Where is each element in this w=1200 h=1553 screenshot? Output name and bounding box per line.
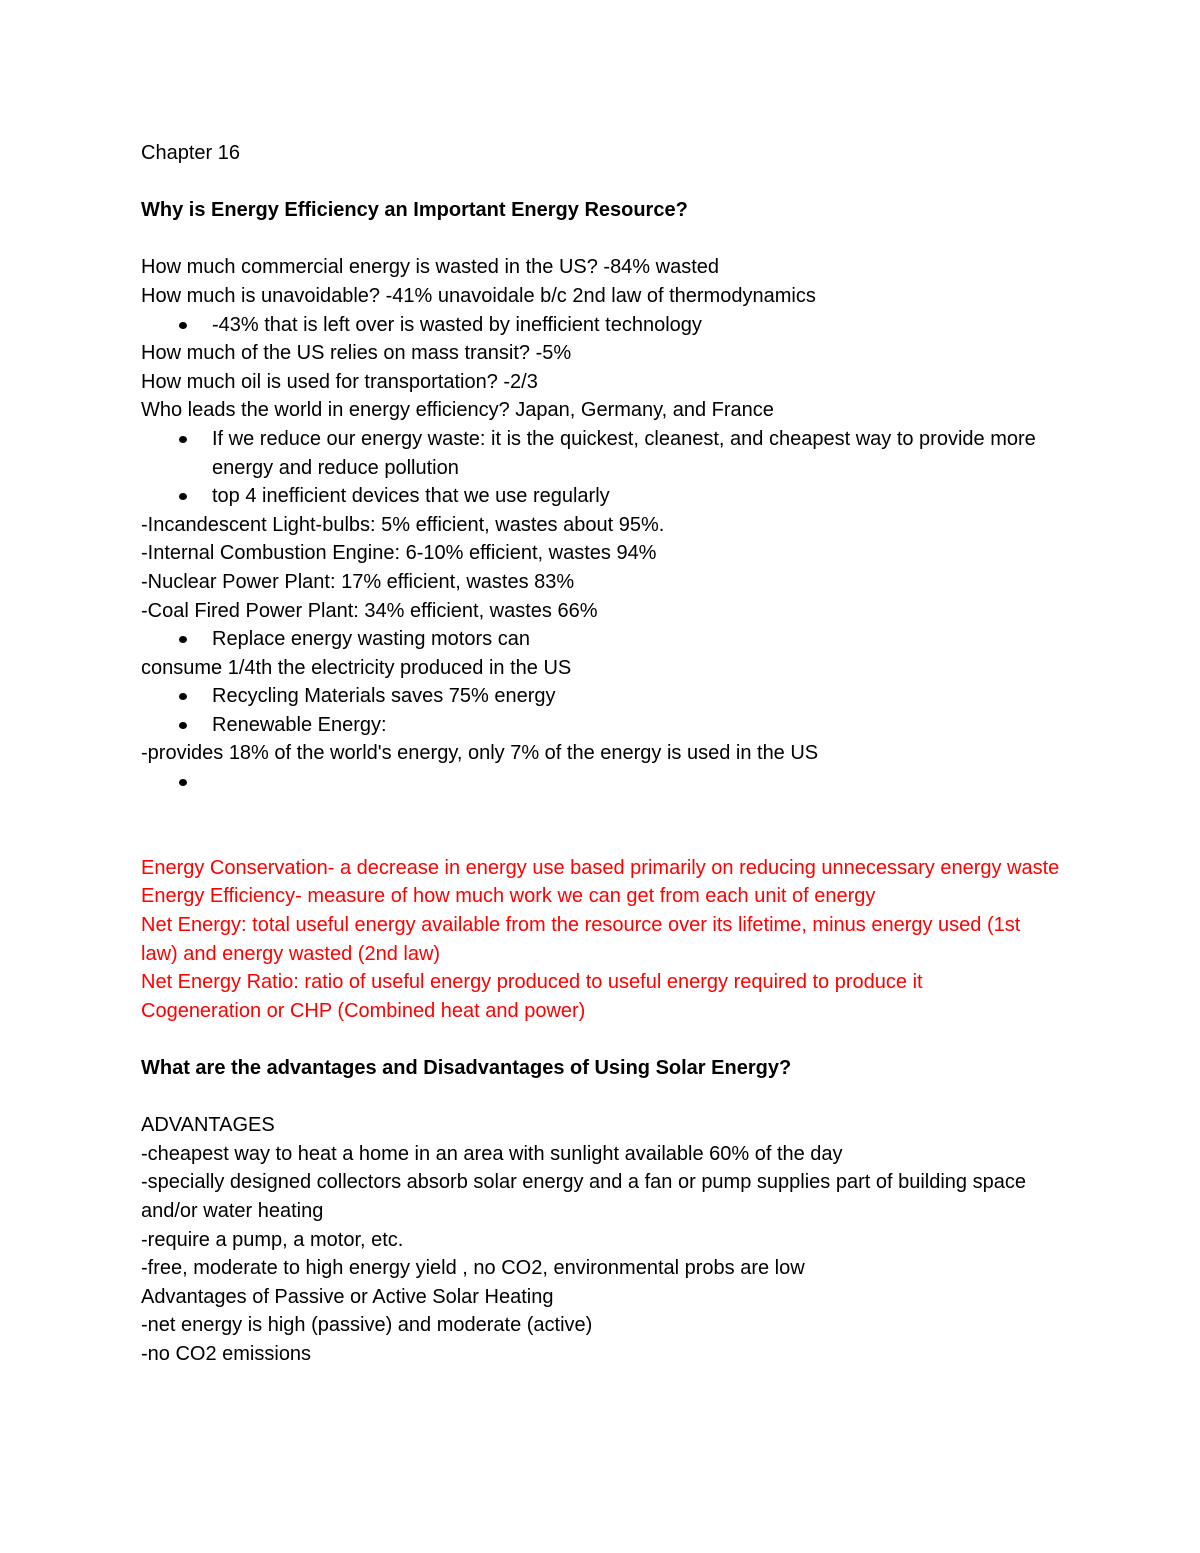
bullet-item: [141, 682, 1061, 711]
question-line: How much oil is used for transportation? -2/3: [141, 370, 538, 393]
bullet-text: If we reduce our energy waste: it is the quickest, cleanest, and cheapest way to provide more energy and reduce pollution: [212, 427, 1036, 479]
device-line: -Coal Fired Power Plant: 34% efficient, wastes 66%: [141, 599, 598, 622]
device-line: -Incandescent Light-bulbs: 5% efficient, wastes about 95%.: [141, 513, 665, 536]
advantage-line: -specially designed collectors absorb solar energy and a fan or pump supplies part of building space and/or water heating: [141, 1171, 1026, 1222]
spacer: [141, 797, 1061, 826]
bullet-icon: [179, 779, 187, 786]
bullet-text: Replace energy wasting motors can: [212, 628, 530, 651]
device-line: -Nuclear Power Plant: 17% efficient, wastes 83%: [141, 570, 575, 593]
advantage-line: -free, moderate to high energy yield , no CO2, environmental probs are low: [141, 1257, 805, 1280]
bullet-text: top 4 inefficient devices that we use regularly: [212, 485, 610, 508]
chapter-title: Chapter 16: [141, 142, 240, 164]
bullet-text: Recycling Materials saves 75% energy: [212, 685, 556, 708]
advantage-line: -net energy is high (passive) and moderate (active): [141, 1314, 593, 1337]
question-line: How much is unavoidable? -41% unavoidale b/c 2nd law of thermodynamics: [141, 284, 816, 307]
question-line: How much of the US relies on mass transit? -5%: [141, 342, 572, 365]
bullet-icon: [179, 436, 187, 443]
spacer: [141, 225, 1061, 254]
section-heading-energy-efficiency: Why is Energy Efficiency an Important Energy Resource?: [141, 199, 688, 222]
bullet-icon: [179, 322, 187, 329]
bullet-item: [141, 311, 1061, 340]
text-line: -provides 18% of the world's energy, only 7% of the energy is used in the US: [141, 742, 819, 765]
bullet-item: [141, 482, 1061, 511]
bullet-item: [141, 425, 1061, 482]
bullet-item: [141, 711, 1061, 740]
question-line: How much commercial energy is wasted in the US? -84% wasted: [141, 256, 720, 279]
bullet-item: [141, 625, 1061, 654]
bullet-icon: [179, 693, 187, 700]
bullet-text: -43% that is left over is wasted by inefficient technology: [212, 313, 702, 336]
bullet-icon: [179, 493, 187, 500]
bullet-icon: [179, 722, 187, 729]
document-page: [141, 139, 1061, 1369]
bullet-icon: [179, 636, 187, 643]
question-line: Who leads the world in energy efficiency? Japan, Germany, and France: [141, 399, 774, 422]
definition-net-energy-ratio: Net Energy Ratio: ratio of useful energy produced to useful energy required to produce it: [141, 971, 923, 994]
definition-cogeneration: Cogeneration or CHP (Combined heat and power): [141, 999, 586, 1022]
advantage-line: -no CO2 emissions: [141, 1342, 312, 1365]
spacer: [141, 168, 1061, 197]
spacer: [141, 1083, 1061, 1112]
spacer: [141, 1025, 1061, 1054]
definition-net-energy: Net Energy: total useful energy available from the resource over its lifetime, minus energy used (1st law) and energy wasted (2nd law): [141, 914, 1021, 965]
advantage-line: -require a pump, a motor, etc.: [141, 1228, 404, 1251]
advantage-line: Advantages of Passive or Active Solar Heating: [141, 1285, 554, 1308]
device-line: -Internal Combustion Engine: 6-10% efficient, wastes 94%: [141, 542, 657, 565]
bullet-text: Renewable Energy:: [212, 713, 387, 736]
definition-energy-efficiency: Energy Efficiency- measure of how much work we can get from each unit of energy: [141, 885, 876, 908]
spacer: [141, 825, 1061, 854]
section-heading-solar-energy: What are the advantages and Disadvantages of Using Solar Energy?: [141, 1057, 792, 1079]
text-line: consume 1/4th the electricity produced in the US: [141, 656, 572, 679]
definition-energy-conservation: Energy Conservation- a decrease in energy use based primarily on reducing unnecessary energy waste: [141, 856, 1060, 879]
bullet-item-empty: [141, 768, 1061, 797]
advantage-line: -cheapest way to heat a home in an area with sunlight available 60% of the day: [141, 1142, 843, 1165]
advantages-title: ADVANTAGES: [141, 1114, 275, 1137]
bullet-text: [212, 771, 218, 793]
